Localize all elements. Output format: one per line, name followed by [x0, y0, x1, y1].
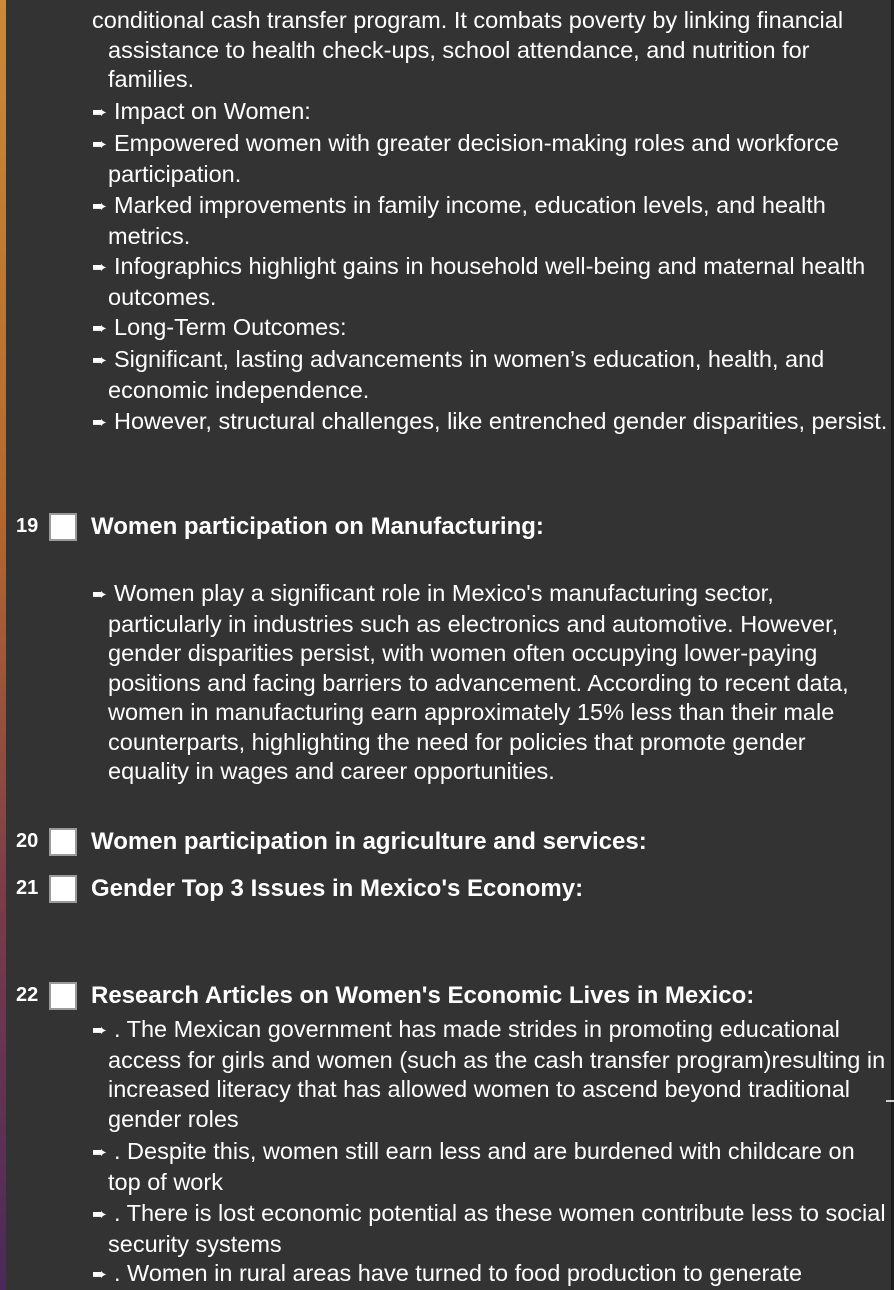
- list-item-text: However, structural challenges, like entrenched gender disparities, persist.: [114, 408, 888, 434]
- arrow-bullet-icon: ➨: [92, 1204, 108, 1225]
- list-item-text: Significant, lasting advancements in women’s education, health, and economic independence.: [108, 346, 825, 403]
- outline-section-19: [0, 511, 894, 545]
- list-item-cutoff: [92, 0, 890, 2]
- list-item-text: . The Mexican government has made strides in promoting educational access for girls and women (such as the cash transfer program)resulting in increased literacy that has allowed women to ascend beyond traditional gender roles: [108, 1016, 886, 1132]
- section-title: Women participation on Manufacturing:: [91, 513, 544, 540]
- list-item: [92, 6, 890, 95]
- list-item: [92, 313, 890, 344]
- section-title: Gender Top 3 Issues in Mexico's Economy:: [91, 875, 584, 902]
- arrow-bullet-icon: ➨: [92, 1020, 108, 1041]
- list-item-text: . Women in rural areas have turned to food production to generate: [114, 1260, 803, 1286]
- arrow-bullet-icon: ➨: [92, 134, 108, 155]
- arrow-bullet-icon: ➨: [92, 196, 108, 217]
- list-item-text: Impact on Women:: [114, 98, 311, 124]
- list-item: [92, 191, 890, 251]
- section-title: Research Articles on Women's Economic Lives in Mexico:: [91, 982, 755, 1009]
- section-checkbox[interactable]: [49, 982, 77, 1010]
- arrow-bullet-icon: ➨: [92, 318, 108, 339]
- section-number: 20: [16, 830, 39, 852]
- arrow-bullet-icon: ➨: [92, 1142, 108, 1163]
- arrow-bullet-icon: ➨: [92, 584, 108, 605]
- section-checkbox[interactable]: [49, 828, 77, 856]
- list-item-text: Long-Term Outcomes:: [114, 314, 347, 340]
- section-number: 22: [16, 984, 39, 1006]
- list-item: [92, 1199, 890, 1259]
- arrow-bullet-icon: ➨: [92, 102, 108, 123]
- list-item-text: Marked improvements in family income, education levels, and health metrics.: [108, 192, 826, 249]
- list-item: [92, 129, 890, 189]
- section-title: Women participation in agriculture and services:: [91, 828, 647, 855]
- list-item-text: . There is lost economic potential as these women contribute less to social security systems: [108, 1200, 886, 1257]
- list-item: [92, 407, 890, 438]
- arrow-bullet-icon: ➨: [92, 257, 108, 278]
- list-item: [92, 345, 890, 405]
- list-item-text: Empowered women with greater decision-making roles and workforce participation.: [108, 130, 839, 187]
- arrow-bullet-icon: ➨: [92, 412, 108, 433]
- outline-section-21: [0, 873, 894, 907]
- list-item-text: Infographics highlight gains in household well-being and maternal health outcomes.: [108, 253, 866, 310]
- list-item: [92, 1259, 890, 1290]
- section-number: 21: [16, 877, 39, 899]
- list-item-text: . Despite this, women still earn less and are burdened with childcare on top of work: [108, 1138, 855, 1195]
- outline-section-20: [0, 826, 894, 860]
- list-item: [92, 97, 890, 128]
- section-number: 19: [16, 515, 39, 537]
- list-item: [92, 579, 890, 787]
- list-item: [92, 1137, 890, 1197]
- list-item: [92, 252, 890, 312]
- list-item: [92, 1015, 890, 1134]
- section-checkbox[interactable]: [49, 513, 77, 541]
- outline-section-22: [0, 980, 894, 1014]
- arrow-bullet-icon: ➨: [92, 350, 108, 371]
- list-item-text: conditional cash transfer program. It combats poverty by linking financial assistance to health check-ups, school attendance, and nutrition for families.: [92, 7, 844, 92]
- arrow-bullet-icon: ➨: [92, 1264, 108, 1285]
- section-checkbox[interactable]: [49, 875, 77, 903]
- list-item-text: Women play a significant role in Mexico's manufacturing sector, particularly in industries such as electronics and automotive. However, gender disparities persist, with women often occupying lower-paying positions and facing barriers to advancement. According to recent data, women in manufacturing earn approximately 15% less than their male counterparts, highlighting the need for policies that promote gender equality in wages and career opportunities.: [108, 580, 849, 784]
